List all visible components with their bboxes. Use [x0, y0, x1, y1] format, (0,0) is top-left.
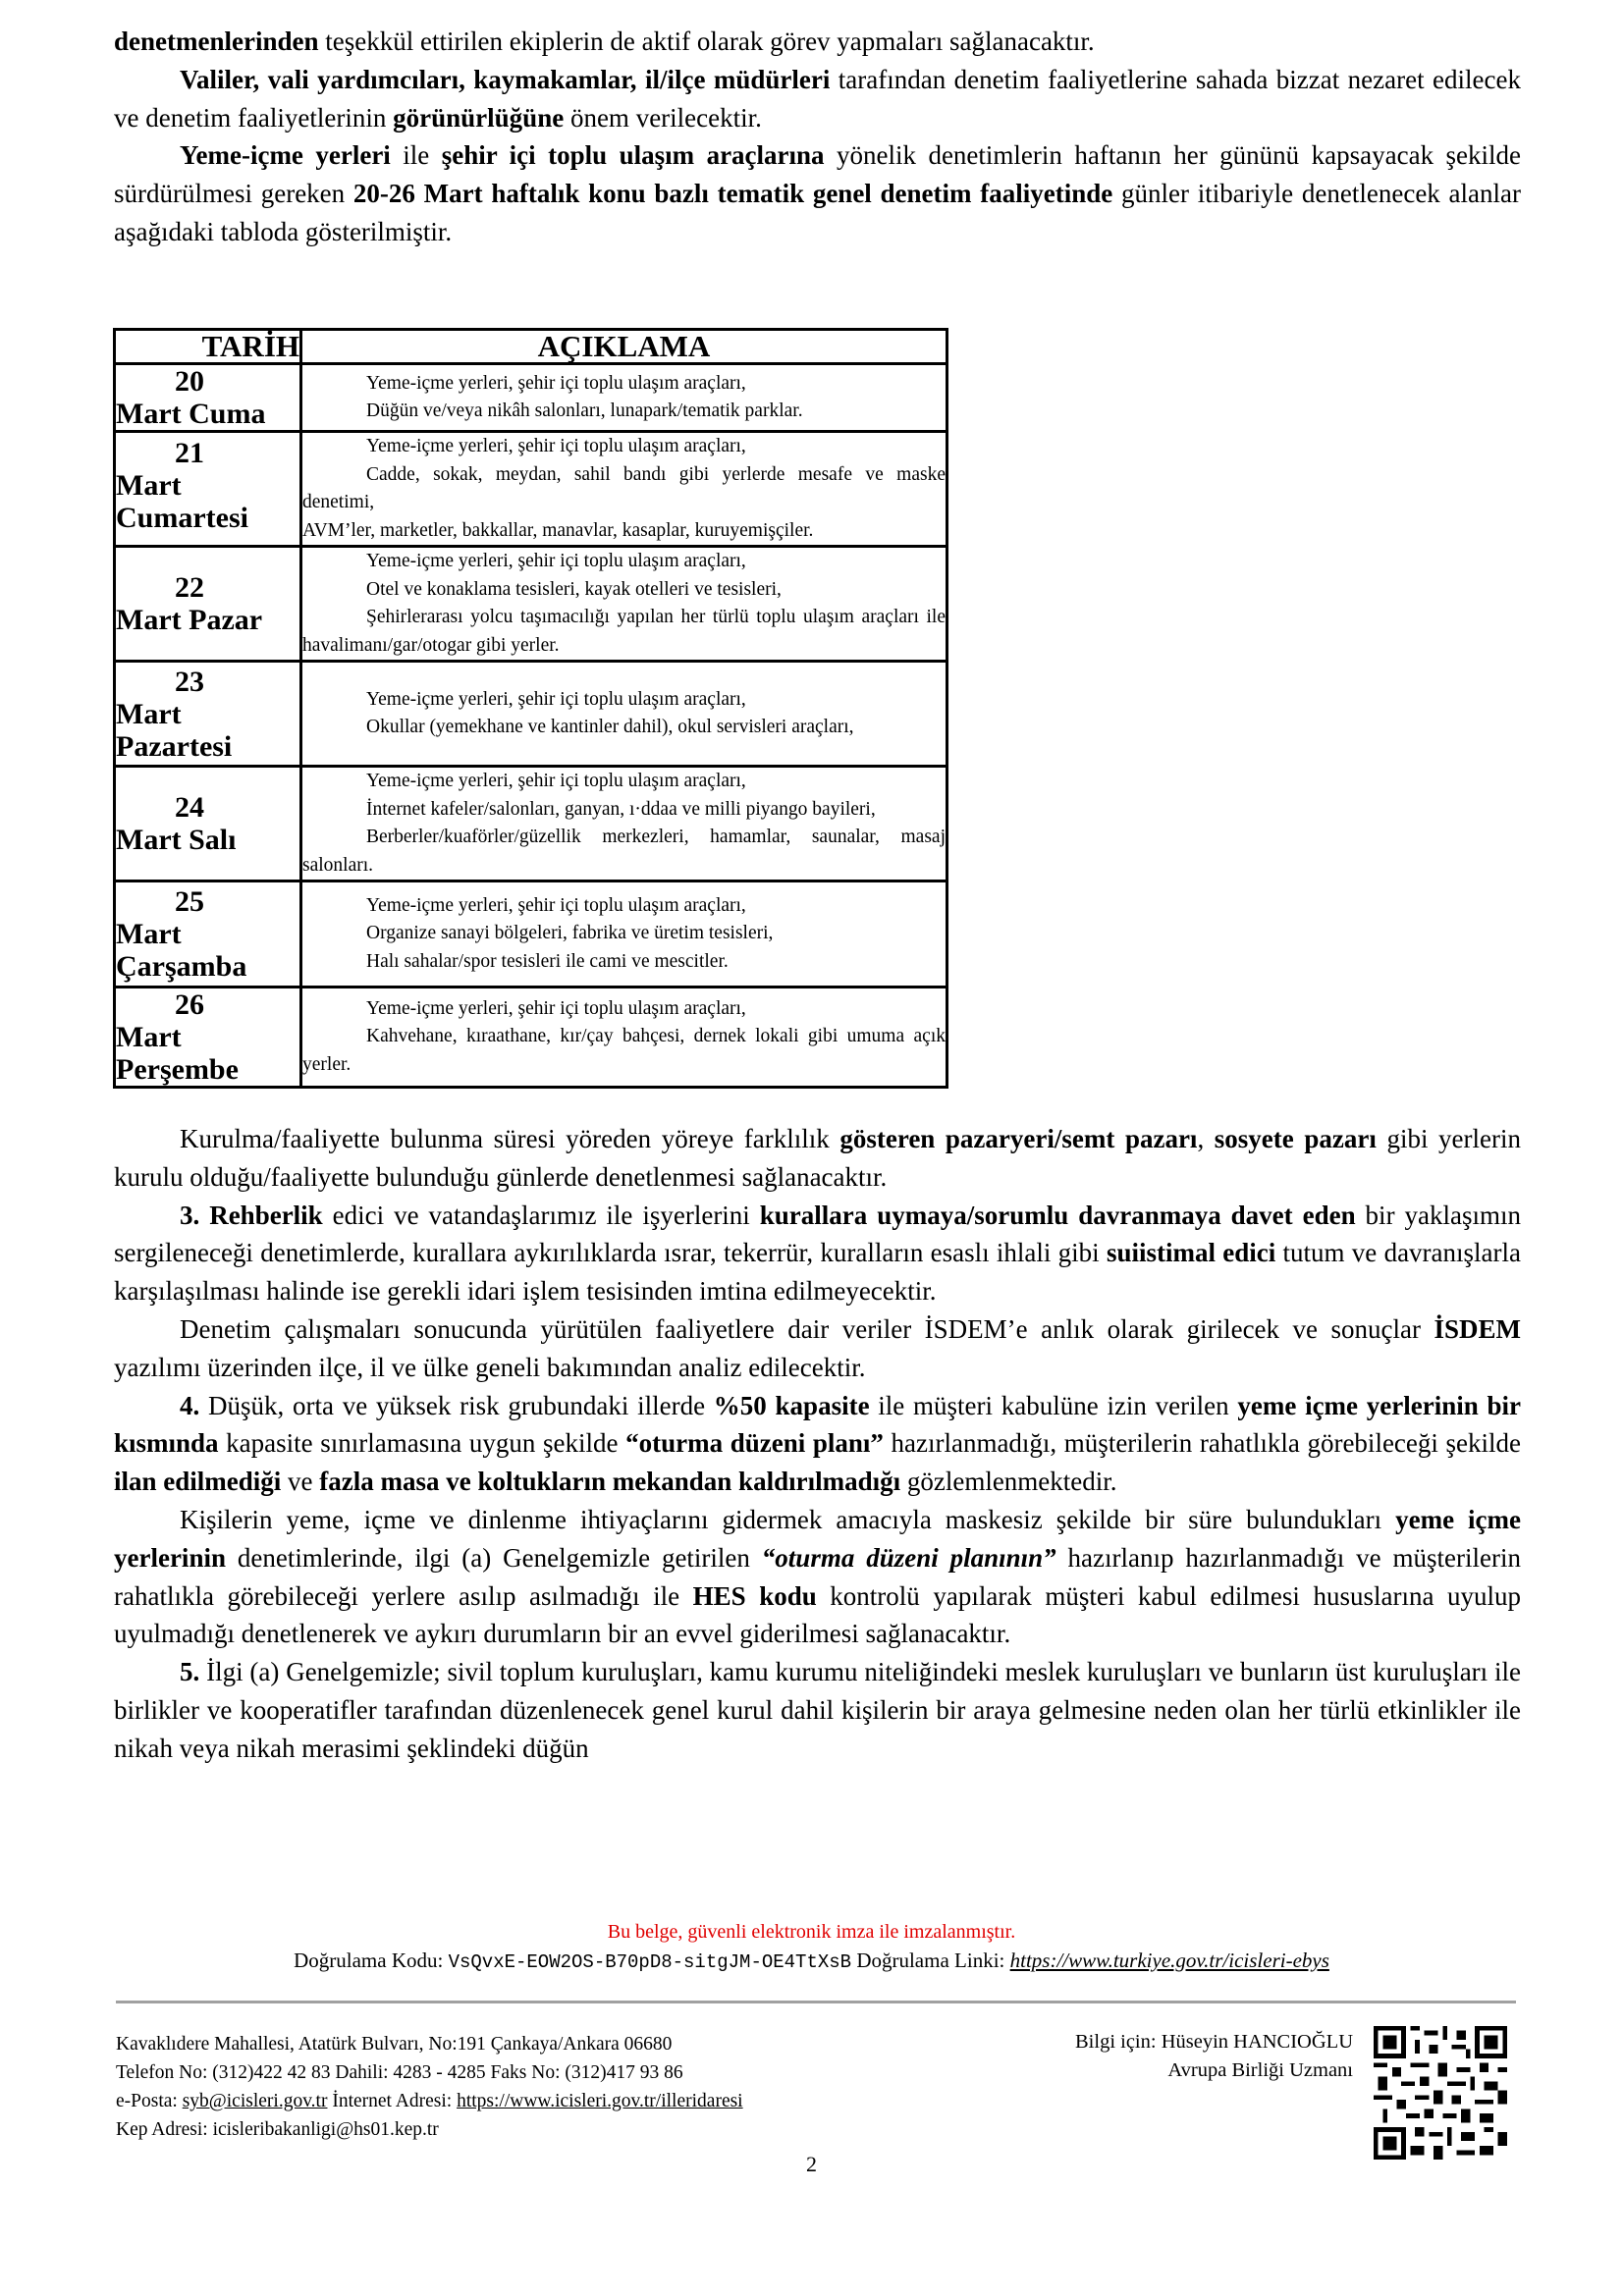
day-number: 26: [175, 988, 204, 1021]
text: hazırlanmadığı, müşterilerin rahatlıkla görebileceği şekilde: [883, 1428, 1521, 1459]
schedule-table: [113, 328, 948, 1089]
table-row: [115, 432, 947, 547]
contact-person: Bilgi için: Hüseyin HANCIOĞLU: [1075, 2031, 1353, 2053]
page-number: 2: [806, 2152, 817, 2176]
day-number: 20: [175, 365, 204, 398]
kep-address: Kep Adresi: icisleribakanligi@hs01.kep.tr: [116, 2119, 439, 2140]
description-line: Yeme-içme yerleri, şehir içi toplu ulaşım araçları,: [366, 997, 746, 1019]
text: önem verilecektir.: [564, 102, 762, 133]
day-label: Mart Cumartesi: [116, 469, 248, 534]
intro-paragraph-3: [114, 136, 1521, 250]
email-web-line: [116, 2087, 743, 2115]
verification-line: [0, 1946, 1623, 1977]
description-cell: [301, 767, 947, 881]
table-header-row: [115, 330, 947, 364]
footer-contact: [116, 2030, 743, 2144]
day-number: 24: [175, 791, 204, 824]
description-line: AVM’ler, marketler, bakkallar, manavlar, kasaplar, kuruyemişçiler.: [302, 519, 814, 541]
verification-link[interactable]: https://www.turkiye.gov.tr/icisleri-ebys: [1009, 1949, 1329, 1972]
text: ile: [390, 140, 442, 171]
date-cell: [115, 364, 301, 432]
day-label: Mart Pazar: [116, 604, 263, 636]
text: Denetim çalışmaları sonucunda yürütülen faaliyetlere dair veriler İSDEM’e anlık olarak girilecek ve sonuçlar: [180, 1313, 1434, 1344]
intro-paragraph-1: [114, 23, 1521, 61]
date-cell: [115, 662, 301, 767]
text: edici ve vatandaşlarımız ile işyerlerini: [322, 1200, 760, 1230]
text: tutum ve davranışlarla karşılaşılması halinde ise gerekli idari işlem tesisinden imtina edilmeyecektir.: [114, 1238, 1521, 1307]
date-cell: [115, 432, 301, 547]
table-row: [115, 662, 947, 767]
bold-text: 4.: [180, 1390, 200, 1420]
table-row: [115, 988, 947, 1088]
description-line: Halı sahalar/spor tesisleri ile cami ve mescitler.: [366, 950, 729, 972]
description-line: Organize sanayi bölgeleri, fabrika ve üretim tesisleri,: [366, 923, 774, 944]
description-line: Otel ve konaklama tesisleri, kayak otelleri ve tesisleri,: [366, 578, 782, 600]
text: teşekkül ettirilen ekiplerin de aktif olarak görev yapmaları sağlanacaktır.: [318, 27, 1095, 56]
text: ve: [281, 1467, 320, 1497]
web-link[interactable]: https://www.icisleri.gov.tr/illeridaresi: [457, 2091, 743, 2111]
intro-text: [114, 23, 1521, 251]
text: bir yaklaşımın sergileneceği denetimlerde, kurallara aykırılıklarda ısrar, tekerrür, kuralların esaslı ihlali gibi: [114, 1200, 1521, 1268]
e-signature-notice: Bu belge, güvenli elektronik imza ile imzalanmıştır.: [607, 1921, 1016, 1943]
bold-text: görünürlüğüne: [393, 102, 565, 133]
description-line: Düğün ve/veya nikâh salonları, lunapark/tematik parklar.: [366, 400, 803, 421]
text: tarafından denetim faaliyetlerine sahada bizzat nezaret edilecek ve denetim faaliyetlerinin: [114, 64, 1521, 133]
column-header-date: TARİH: [115, 330, 301, 364]
table-row: [115, 881, 947, 988]
description-cell: [301, 364, 947, 432]
paragraph-5: [114, 1653, 1521, 1767]
bold-text: Yeme-içme yerleri: [180, 140, 391, 171]
bold-italic-text: “oturma düzeni planının”: [761, 1542, 1056, 1573]
bold-text: “oturma düzeni planı”: [625, 1428, 884, 1459]
paragraph-4: [114, 1387, 1521, 1501]
bold-text: %50 kapasite: [713, 1390, 870, 1420]
table-row: [115, 364, 947, 432]
table-row: [115, 767, 947, 881]
verification-code: VsQvxE-EOW2OS-B70pD8-sitgJM-OE4TtXsB: [448, 1951, 852, 1973]
description-line: Berberler/kuaförler/güzellik merkezleri, hamamlar, saunalar, masaj salonları.: [302, 827, 946, 876]
bold-text: suiistimal edici: [1106, 1238, 1276, 1268]
text: günler itibariyle denetlenecek alanlar aşağıdaki tabloda gösterilmiştir.: [114, 179, 1521, 246]
email-link[interactable]: syb@icisleri.gov.tr: [182, 2091, 328, 2111]
day-label: Mart Salı: [116, 824, 237, 856]
text: Düşük, orta ve yüksek risk grubundaki illerde: [199, 1390, 714, 1420]
date-cell: [115, 988, 301, 1088]
description-cell: [301, 881, 947, 988]
description-line: Şehirlerarası yolcu taşımacılığı yapılan her türlü toplu ulaşım araçları ile havalimanı/gar/otogar gibi yerler.: [302, 607, 946, 656]
text: gibi yerlerin kurulu olduğu/faaliyette bulunduğu günlerde denetlenmesi sağlanacaktır.: [114, 1124, 1521, 1192]
bold-text: kurallara uymaya/sorumlu davranmaya davet eden: [759, 1200, 1356, 1230]
bold-text: İSDEM: [1434, 1313, 1521, 1344]
day-number: 21: [175, 437, 204, 469]
date-cell: [115, 881, 301, 988]
day-number: 22: [175, 571, 204, 604]
address: Kavaklıdere Mahallesi, Atatürk Bulvarı, No:191 Çankaya/Ankara 06680: [116, 2034, 673, 2055]
description-line: Yeme-içme yerleri, şehir içi toplu ulaşım araçları,: [366, 551, 746, 571]
verification-code-label: Doğrulama Kodu:: [294, 1949, 449, 1972]
contact-title: Avrupa Birliği Uzmanı: [1167, 2059, 1353, 2081]
text: ile müşteri kabulüne izin verilen: [869, 1390, 1238, 1420]
text: Kişilerin yeme, içme ve dinlenme ihtiyaçlarını gidermek amacıyla maskesiz şekilde bir süre bulundukları: [180, 1504, 1396, 1534]
bold-text: yeme içme yerlerinin: [114, 1504, 1522, 1573]
day-label: Mart Pazartesi: [116, 697, 233, 763]
description-line: İnternet kafeler/salonları, ganyan, ı·ddaa ve milli piyango bayileri,: [366, 798, 876, 820]
description-line: Kahvehane, kıraathane, kır/çay bahçesi, dernek lokali gibi umuma açık yerler.: [302, 1026, 946, 1075]
date-cell: [115, 547, 301, 662]
email-label: e-Posta:: [116, 2091, 183, 2111]
bold-text: fazla masa ve koltukların mekandan kaldırılmadığı: [319, 1467, 901, 1497]
description-line: Yeme-içme yerleri, şehir içi toplu ulaşım araçları,: [366, 688, 746, 710]
bold-text: denetmenlerinden: [114, 27, 319, 56]
bold-text: gösteren pazaryeri/semt pazarı: [839, 1124, 1198, 1153]
text: İlgi (a) Genelgemizle; sivil toplum kuruluşları, kamu kurumu niteliğindeki meslek kuruluşları ve bunların üst kuruluşları ile birlikler ve kooperatifler tarafından düzenlenecek genel kurul dahil kişilerin bir araya gelmesine neden olan her türlü etkinlikler ile nikah veya nikah merasimi şeklindeki düğün: [114, 1657, 1521, 1763]
phone: Telefon No: (312)422 42 83 Dahili: 4283 - 4285 Faks No: (312)417 93 86: [116, 2062, 683, 2083]
text: Kurulma/faaliyette bulunma süresi yöreden yöreye farklılık: [180, 1124, 840, 1153]
text: ,: [1197, 1124, 1215, 1153]
paragraph-isdem: [114, 1310, 1521, 1387]
column-header-description: AÇIKLAMA: [301, 330, 947, 364]
day-label: Mart Çarşamba: [116, 918, 247, 983]
bold-text: şehir içi toplu ulaşım araçlarına: [441, 140, 825, 171]
bold-text: 20-26 Mart haftalık konu bazlı tematik genel denetim faaliyetinde: [352, 179, 1113, 209]
web-label: İnternet Adresi:: [327, 2091, 458, 2111]
verification-link-label: Doğrulama Linki:: [851, 1949, 1010, 1972]
body-text: [114, 1120, 1521, 1768]
description-cell: [301, 432, 947, 547]
bold-text: sosyete pazarı: [1214, 1124, 1377, 1153]
bold-text: 3. Rehberlik: [180, 1200, 323, 1230]
text: kontrolü yapılarak müşteri kabul edilmesi hususlarına uyulup uyulmadığı denetlenerek ve aykırı durumların bir an evvel giderilmesi sağlanacaktır.: [114, 1580, 1522, 1649]
day-number: 25: [175, 885, 204, 918]
text: gözlemlenmektedir.: [900, 1467, 1117, 1497]
text: yazılımı üzerinden ilçe, il ve ülke geneli bakımından analiz edilecektir.: [114, 1352, 866, 1382]
table-row: [115, 547, 947, 662]
description-line: Yeme-içme yerleri, şehir içi toplu ulaşım araçları,: [366, 372, 746, 394]
footer-divider: [116, 2001, 1516, 2003]
bold-text: Valiler, vali yardımcıları, kaymakamlar, il/ilçe müdürleri: [180, 64, 831, 94]
bold-text: 5.: [180, 1657, 200, 1687]
intro-paragraph-2: [114, 61, 1521, 137]
description-line: Yeme-içme yerleri, şehir içi toplu ulaşım araçları,: [366, 894, 746, 916]
description-cell: [301, 988, 947, 1088]
text: hazırlanıp hazırlanmadığı ve müşterilerin rahatlıkla görebileceği yerlere asılıp asılmadığı ile: [114, 1542, 1521, 1611]
bold-text: yeme içme yerlerinin bir kısmında: [114, 1390, 1521, 1459]
day-label: Mart Cuma: [116, 398, 266, 430]
description-cell: [301, 662, 947, 767]
text: denetimlerinde, ilgi (a) Genelgemizle getirilen: [225, 1542, 762, 1573]
description-line: Okullar (yemekhane ve kantinler dahil), okul servisleri araçları,: [366, 717, 854, 737]
text: kapasite sınırlamasına uygun şekilde: [218, 1428, 626, 1459]
day-number: 23: [175, 665, 204, 698]
qr-code-icon: [1374, 2026, 1507, 2160]
day-label: Mart Perşembe: [116, 1021, 239, 1086]
bold-text: ilan edilmediği: [114, 1467, 282, 1497]
paragraph-seating: [114, 1501, 1521, 1653]
paragraph-3: [114, 1197, 1521, 1310]
paragraph-market: [114, 1120, 1521, 1197]
text: yönelik denetimlerin haftanın her gününü kapsayacak şekilde sürdürülmesi gereken: [114, 140, 1521, 209]
description-cell: [301, 547, 947, 662]
info-contact: [1075, 2028, 1353, 2085]
description-line: Yeme-içme yerleri, şehir içi toplu ulaşım araçları,: [366, 771, 746, 791]
date-cell: [115, 767, 301, 881]
bold-text: HES kodu: [692, 1580, 817, 1611]
description-line: Yeme-içme yerleri, şehir içi toplu ulaşım araçları,: [366, 436, 746, 456]
description-line: Cadde, sokak, meydan, sahil bandı gibi yerlerde mesafe ve maske denetimi,: [302, 463, 946, 512]
